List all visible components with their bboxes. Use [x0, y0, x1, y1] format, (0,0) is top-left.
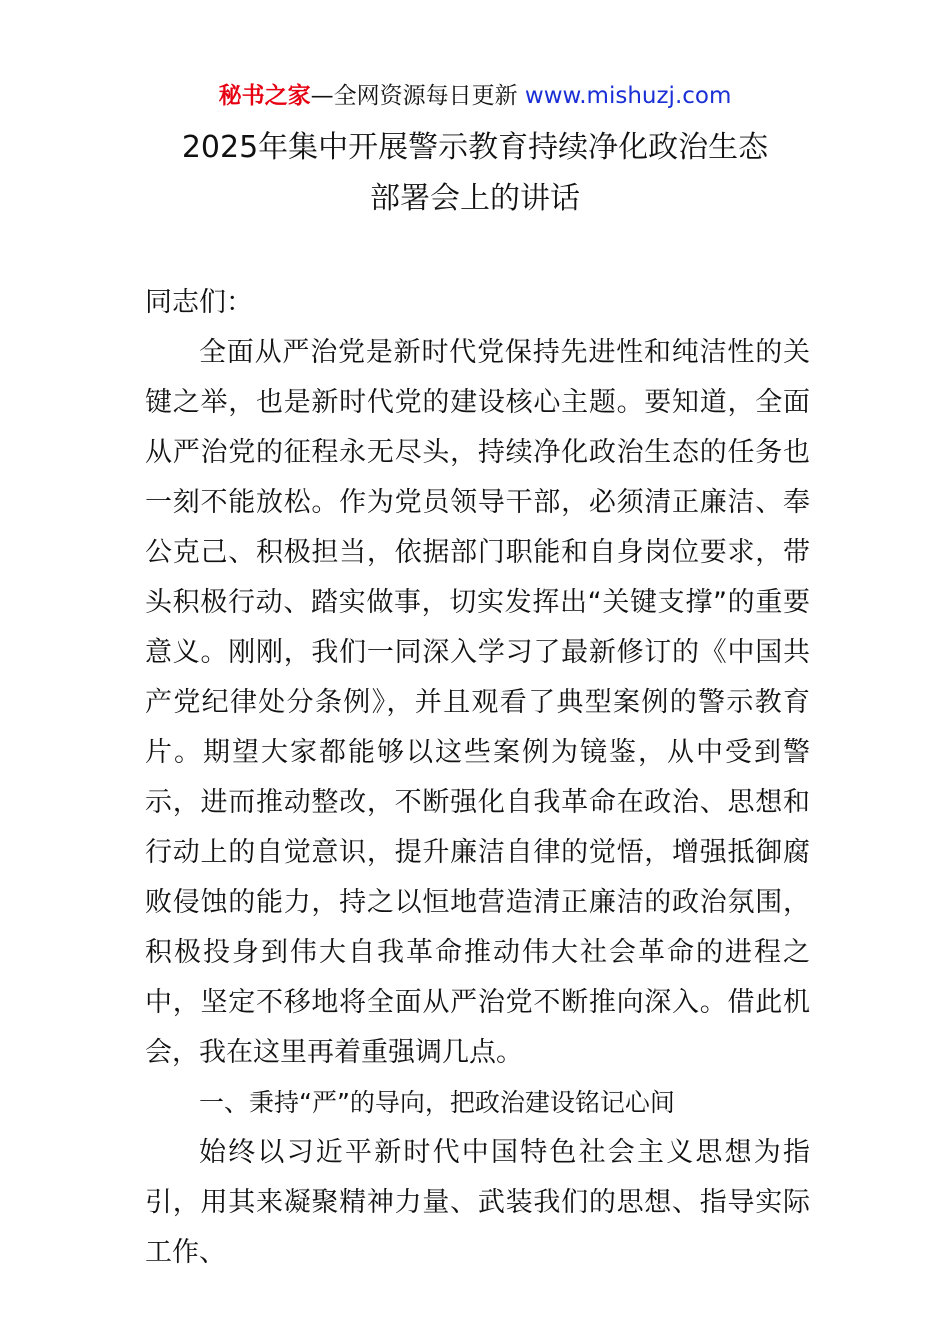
paragraph-2: 始终以习近平新时代中国特色社会主义思想为指引，用其来凝聚精神力量、武装我们的思想、指导实际工作、: [145, 1137, 810, 1268]
paragraph-1: 全面从严治党是新时代党保持先进性和纯洁性的关键之举，也是新时代党的建设核心主题。要知道，全面从严治党的征程永无尽头，持续净化政治生态的任务也一刻不能放松。作为党员领导干部，必须清正廉洁、奉公克己、积极担当，依据部门职能和自身岗位要求，带头积极行动、踏实做事，切实发挥出“关键支撑”的重要意义。刚刚，我们一同深入学习了最新修订的《中国共产党纪律处分条例》，并且观看了典型案例的警示教育片。期望大家都能够以这些案例为镜鉴，从中受到警示，进而推动整改，不断强化自我革命在政治、思想和行动上的自觉意识，提升廉洁自律的觉悟，增强抵御腐败侵蚀的能力，持之以恒地营造清正廉洁的政治氛围，积极投身到伟大自我革命推动伟大社会革命的进程之中，坚定不移地将全面从严治党不断推向深入。借此机会，我在这里再着重强调几点。: [145, 337, 810, 1068]
document-title-line1: 2025年集中开展警示教育持续净化政治生态: [181, 130, 769, 165]
section-heading-1: 一、秉持“严”的导向，把政治建设铭记心间: [199, 1088, 675, 1117]
document-body: [145, 278, 810, 1278]
site-brand: 秘书之家: [218, 83, 311, 109]
salutation: 同志们：: [145, 287, 253, 318]
site-url-link[interactable]: www.mishuzj.com: [524, 83, 732, 109]
site-slogan: —全网资源每日更新: [310, 83, 525, 109]
document-title-line2: 部署会上的讲话: [370, 181, 580, 216]
site-header: [0, 80, 950, 112]
